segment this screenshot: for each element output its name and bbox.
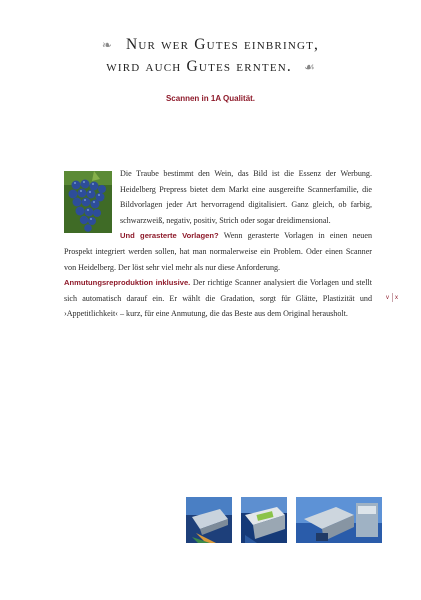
scanner-photo-3 — [296, 497, 382, 543]
paragraph-intro: Die Traube bestimmt den Wein, das Bild ist die Essenz der Werbung. Heidelberg Prepress bietet dem Markt eine ausgereifte Scannerfamilie, die Bildvorlagen jeder Art hervorragend digitalisiert. Ganz gleich, ob farbig, schwarzweiß, negativ, positiv, Strich oder sogar dreidimensional. — [120, 169, 372, 225]
page-marker-divider — [392, 293, 393, 302]
paragraph-gerastert-text: Wenn gerasterte Vorlagen in einen neuen Prospekt integriert werden sollen, hat man normalerweise ein Problem. Oder einen Scanner von Heidelberg. Der löst sehr viel mehr als nur diese Anforderung. — [64, 231, 372, 272]
heading-line-2-text: wird auch Gutes ernten. — [106, 58, 292, 75]
body-text — [64, 166, 372, 322]
paragraph-gerastert — [64, 228, 372, 275]
paragraph-anmutung-lead: Anmutungsreproduktion inklusive. — [64, 278, 191, 288]
page-marker-right: x — [395, 295, 399, 302]
page-marker — [386, 293, 399, 302]
subheading: Scannen in 1A Qualität. — [165, 94, 256, 103]
heading-line-2 — [0, 56, 421, 78]
paragraph-anmutung — [64, 275, 372, 322]
page-marker-left: v — [386, 295, 390, 302]
scanner-photo-2 — [241, 497, 287, 543]
grape-photo — [64, 171, 112, 233]
paragraph-gerastert-lead: Und gerasterte Vorlagen? — [120, 231, 219, 241]
ornament-left-icon: ❧ — [101, 38, 112, 52]
scanner-photo-1 — [186, 497, 232, 543]
paragraph-anmutung-text: Der richtige Scanner analysiert die Vorlagen und stellt sich automatisch darauf ein. Er wählt die Gradation, sorgt für Glätte, Plastizität und ›Appetitlichkeit‹ – kurz, für eine Anmutung, die das Beste aus dem Original herausholt. — [64, 278, 373, 319]
heading-line-1 — [0, 34, 421, 56]
ornament-right-icon: ☙ — [303, 60, 315, 74]
page-heading — [0, 34, 421, 78]
heading-line-1-text: Nur wer Gutes einbringt, — [125, 36, 320, 53]
